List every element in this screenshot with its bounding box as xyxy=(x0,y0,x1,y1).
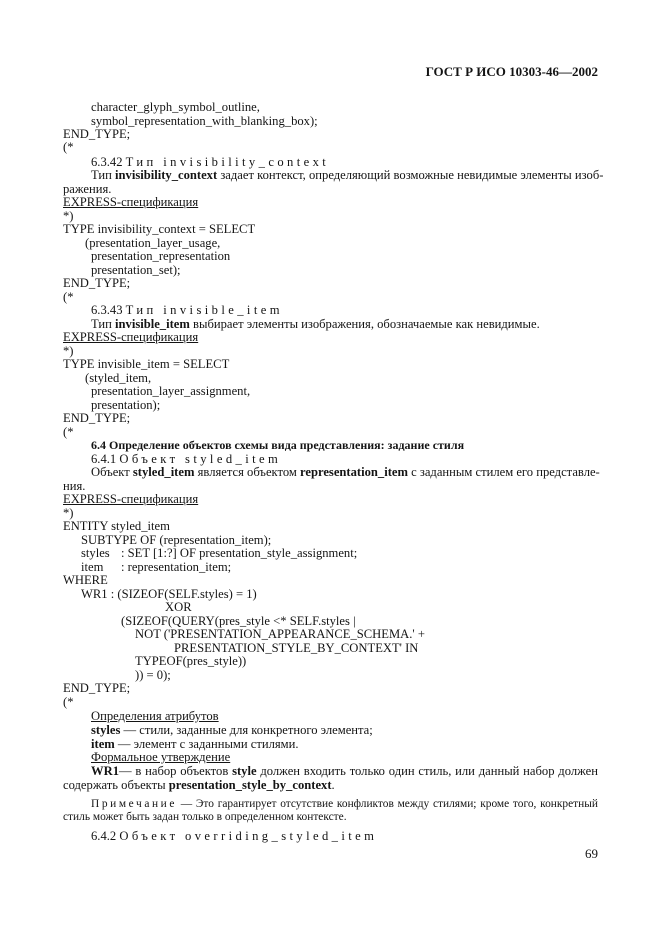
code-line: TYPEOF(pres_style)) xyxy=(135,654,247,668)
express-spec-heading: EXPRESS-спецификация xyxy=(63,492,199,506)
section-number: 6.3.43 xyxy=(91,303,123,317)
section-title: Объект overriding_styled_item xyxy=(119,829,378,843)
code-line: styles : SET [1:?] OF presentation_style_assignment; xyxy=(81,546,358,560)
code-line: symbol_representation_with_blanking_box); xyxy=(91,114,318,128)
express-spec-heading: EXPRESS-спецификация xyxy=(63,330,199,344)
paragraph-line: ния. xyxy=(63,479,86,493)
code-line: (* xyxy=(63,140,74,154)
section-heading-6-4-2 xyxy=(91,829,377,843)
code-line: *) xyxy=(63,344,74,358)
attributes-heading: Определения атрибутов xyxy=(91,709,219,723)
code-line: SUBTYPE OF (representation_item); xyxy=(81,533,272,547)
section-title: Тип invisibility_context xyxy=(125,155,330,169)
section-number: 6.3.42 xyxy=(91,155,123,169)
code-line: ENTITY styled_item xyxy=(63,519,170,533)
paragraph-line: содержать объекты presentation_style_by_context. xyxy=(63,778,335,792)
code-line: character_glyph_symbol_outline, xyxy=(91,100,260,114)
code-line: END_TYPE; xyxy=(63,681,131,695)
code-line: *) xyxy=(63,506,74,520)
code-line: (presentation_layer_usage, xyxy=(85,236,221,250)
code-line: *) xyxy=(63,209,74,223)
section-title: Тип invisible_item xyxy=(125,303,283,317)
paragraph-line: Объект styled_item является объектом representation_item с заданным стилем его представле- xyxy=(91,465,600,479)
code-line: END_TYPE; xyxy=(63,411,131,425)
section-heading-6-3-42 xyxy=(91,155,329,169)
code-line: NOT ('PRESENTATION_APPEARANCE_SCHEMA.' + xyxy=(135,627,425,641)
section-number: 6.4.2 xyxy=(91,829,117,843)
code-line: TYPE invisibility_context = SELECT xyxy=(63,222,256,236)
express-spec-heading: EXPRESS-спецификация xyxy=(63,195,199,209)
code-line: PRESENTATION_STYLE_BY_CONTEXT' IN xyxy=(174,641,419,655)
paragraph-line: Тип invisibility_context задает контекст, определяющий возможные невидимые элементы изоб- xyxy=(91,168,604,182)
code-line: )) = 0); xyxy=(135,668,171,682)
code-line: item : representation_item; xyxy=(81,560,232,574)
note-line: Примечание — Это гарантирует отсутствие конфликтов между стилями; кроме того, конкретный xyxy=(91,798,598,810)
page-header: ГОСТ Р ИСО 10303-46—2002 xyxy=(425,64,598,79)
paragraph-line: Тип invisible_item выбирает элементы изображения, обозначаемые как невидимые. xyxy=(91,317,540,331)
note-line: стиль может быть задан только в определенном контексте. xyxy=(63,811,347,823)
code-line: TYPE invisible_item = SELECT xyxy=(63,357,230,371)
paragraph-line: WR1— в набор объектов style должен входить только один стиль, или данный набор должен xyxy=(91,764,598,778)
code-line: END_TYPE; xyxy=(63,276,131,290)
code-line: (SIZEOF(QUERY(pres_style <* SELF.styles | xyxy=(121,614,356,628)
code-line: END_TYPE; xyxy=(63,127,131,141)
attribute-definition: item — элемент с заданными стилями. xyxy=(91,737,299,751)
code-line: presentation_set); xyxy=(91,263,181,277)
section-number: 6.4.1 xyxy=(91,452,117,466)
section-title: Объект styled_item xyxy=(119,452,282,466)
code-line: presentation_layer_assignment, xyxy=(91,384,251,398)
page-number: 69 xyxy=(585,846,598,861)
section-heading-6-4: 6.4 Определение объектов схемы вида представления: задание стиля xyxy=(91,438,465,452)
section-heading-6-3-43 xyxy=(91,303,283,317)
code-line: WHERE xyxy=(63,573,108,587)
code-line: (styled_item, xyxy=(85,371,152,385)
section-heading-6-4-1 xyxy=(91,452,281,466)
code-line: (* xyxy=(63,290,74,304)
code-line: presentation); xyxy=(91,398,161,412)
code-line: (* xyxy=(63,695,74,709)
code-line: WR1 : (SIZEOF(SELF.styles) = 1) xyxy=(81,587,257,601)
code-line: XOR xyxy=(165,600,192,614)
code-line: (* xyxy=(63,425,74,439)
code-line: presentation_representation xyxy=(91,249,231,263)
attribute-definition: styles — стили, заданные для конкретного элемента; xyxy=(91,723,373,737)
note-label: Примечание xyxy=(91,798,178,810)
formal-proposition-heading: Формальное утверждение xyxy=(91,750,231,764)
paragraph-line: ражения. xyxy=(63,182,112,196)
